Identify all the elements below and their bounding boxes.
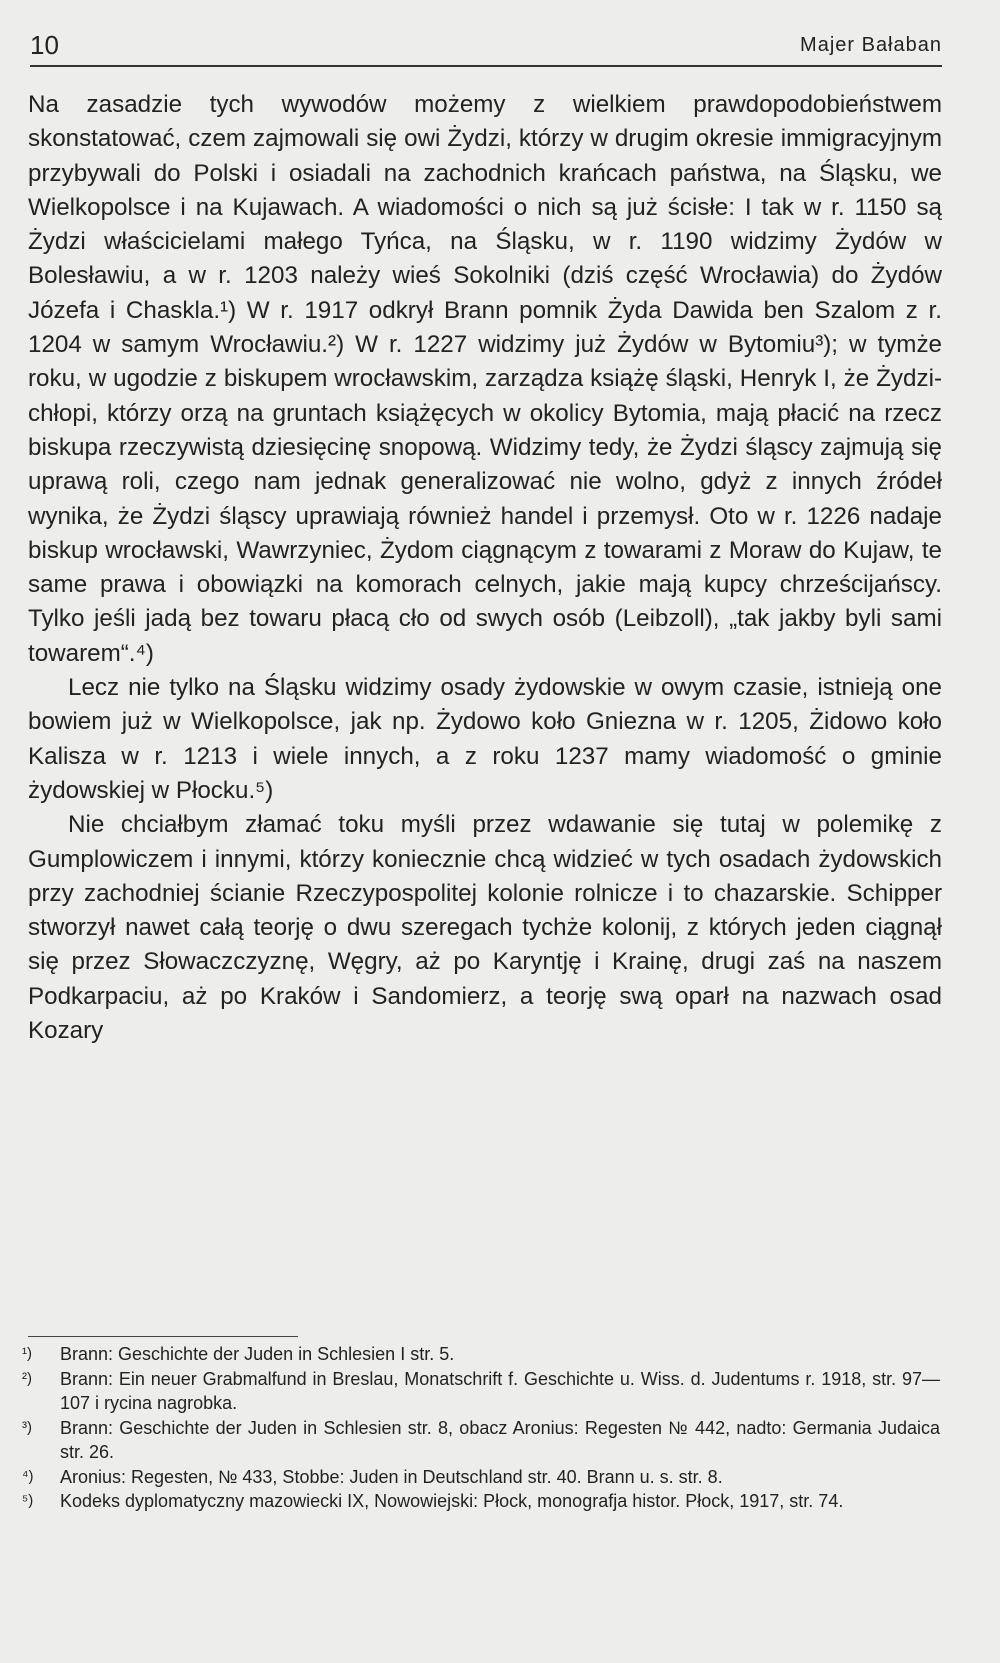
footnote	[22, 1465, 940, 1490]
paragraph: Na zasadzie tych wywodów możemy z wielkiem prawdopodobieństwem skonstatować, czem zajmowali się owi Żydzi, którzy w drugim okresie immigracyjnym przybywali do Polski i osiadali na zachodnich krańcach państwa, na Śląsku, we Wielkopolsce i na Kujawach. A wiadomości o nich są już ścisłe: I tak w r. 1150 są Żydzi właścicielami małego Tyńca, na Śląsku, w r. 1190 widzimy Żydów w Bolesławiu, a w r. 1203 należy wieś Sokolniki (dziś część Wrocławia) do Żydów Józefa i Chaskla.¹) W r. 1917 odkrył Brann pomnik Żyda Dawida ben Szalom z r. 1204 w samym Wrocławiu.²) W r. 1227 widzimy już Żydów w Bytomiu³); w tymże roku, w ugodzie z biskupem wrocławskim, zarządza książę śląski, Henryk I, że Żydzi-chłopi, którzy orzą na gruntach książęcych w okolicy Bytomia, mają płacić na rzecz biskupa rzeczywistą dziesięcinę snopową. Widzimy tedy, że Żydzi śląscy zajmują się uprawą roli, czego nam jednak generalizować nie wolno, gdyż z innych źródeł wynika, że Żydzi śląscy uprawiają również handel i przemysł. Oto w r. 1226 nadaje biskup wrocławski, Wawrzyniec, Żydom ciągnącym z towarami z Moraw do Kujaw, te same prawa i obowiązki na komorach celnych, jakie mają kupcy chrześcijańscy. Tylko jeśli jadą bez towaru płacą cło od swych osób (Leibzoll), „tak jakby byli sami towarem“.⁴)	[28, 91, 942, 667]
footnote-mark: ²)	[22, 1369, 32, 1387]
footnote-mark: ⁴)	[22, 1467, 34, 1485]
footnote-text: Kodeks dyplomatyczny mazowiecki IX, Nowowiejski: Płock, monografja histor. Płock, 1917, str. 74.	[60, 1491, 844, 1511]
running-head: Majer Bałaban	[800, 34, 942, 56]
footnote-text: Brann: Geschichte der Juden in Schlesien str. 8, obacz Aronius: Regesten № 442, nadto: Germania Judaica str. 26.	[60, 1417, 940, 1462]
footnote-mark: ³)	[22, 1418, 32, 1436]
footnote-rule	[28, 1336, 298, 1337]
footnote-mark: ⁵)	[22, 1492, 34, 1509]
footnote	[22, 1367, 940, 1416]
header-rule	[30, 65, 942, 67]
footnote	[22, 1342, 940, 1367]
page-header	[30, 30, 942, 66]
footnote-text: Aronius: Regesten, № 433, Stobbe: Juden in Deutschland str. 40. Brann u. s. str. 8.	[60, 1466, 723, 1487]
footnotes	[22, 1342, 940, 1514]
body-text	[28, 88, 942, 1048]
footnote	[22, 1416, 940, 1465]
paragraph: Nie chciałbym złamać toku myśli przez wdawanie się tutaj w polemikę z Gumplowiczem i innymi, którzy koniecznie chcą widzieć w tych osadach żydowskich przy zachodniej ścianie Rzeczypospolitej kolonie rolnicze i to chazarskie. Schipper stworzył nawet całą teorję o dwu szeregach tychże kolonij, z których jeden ciągnął się przez Słowaczczyznę, Węgry, aż po Karyntję i Krainę, drugi zaś na naszem Podkarpaciu, aż po Kraków i Sandomierz, a teorję swą oparł na nazwach osad Kozary	[28, 811, 942, 1045]
footnote	[22, 1489, 940, 1514]
footnote-text: Brann: Geschichte der Juden in Schlesien I str. 5.	[60, 1344, 455, 1364]
paragraph: Lecz nie tylko na Śląsku widzimy osady żydowskie w owym czasie, istnieją one bowiem już w Wielkopolsce, jak np. Żydowo koło Gniezna w r. 1205, Żidowo koło Kalisza w r. 1213 i wiele innych, a z roku 1237 mamy wiadomość o gminie żydowskiej w Płocku.⁵)	[28, 674, 942, 804]
footnote-mark: ¹)	[22, 1345, 32, 1362]
footnote-text: Brann: Ein neuer Grabmalfund in Breslau, Monatschrift f. Geschichte u. Wiss. d. Judentums r. 1918, str. 97—107 i rycina nagrobka.	[60, 1368, 940, 1413]
page-number: 10	[30, 30, 59, 60]
